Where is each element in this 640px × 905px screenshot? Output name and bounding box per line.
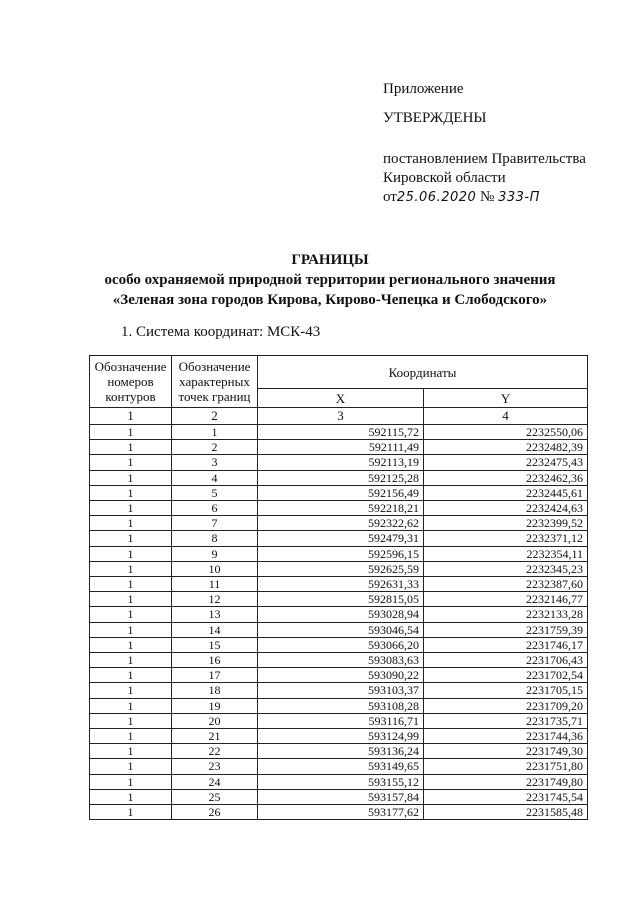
point-id-cell: 13 [172,607,258,622]
approval-block [383,80,586,207]
y-coordinate-cell: 2231744,36 [424,729,588,744]
contour-number-cell: 1 [90,622,172,637]
y-coordinate-cell: 2232345,23 [424,561,588,576]
date-prefix: от [383,189,397,205]
table-row [90,729,588,744]
y-coordinate-cell: 2231745,54 [424,789,588,804]
y-coordinate-cell: 2231706,43 [424,653,588,668]
x-coordinate-cell: 592815,05 [258,592,424,607]
y-coordinate-cell: 2231749,30 [424,744,588,759]
y-coordinate-cell: 2232387,60 [424,577,588,592]
contour-number-cell: 1 [90,759,172,774]
resolution-label: постановлением Правительства [383,151,586,167]
point-id-cell: 23 [172,759,258,774]
point-id-header: Обозначение характерных точек границ [172,356,258,408]
point-id-cell: 12 [172,592,258,607]
contour-number-cell: 1 [90,485,172,500]
contour-number-cell: 1 [90,713,172,728]
x-coordinate-cell: 593116,71 [258,713,424,728]
x-coordinate-cell: 593149,65 [258,759,424,774]
x-coordinate-cell: 593157,84 [258,789,424,804]
y-coordinate-cell: 2232550,06 [424,425,588,440]
contour-number-cell: 1 [90,561,172,576]
table-row [90,592,588,607]
y-coordinate-cell: 2232399,52 [424,516,588,531]
point-id-cell: 17 [172,668,258,683]
y-coordinate-cell: 2232475,43 [424,455,588,470]
point-id-cell: 9 [172,546,258,561]
contour-number-cell: 1 [90,531,172,546]
heading-line-2: особо охраняемой природной территории регионального значения [104,272,556,288]
x-coordinate-cell: 592625,59 [258,561,424,576]
table-row [90,653,588,668]
table-row [90,698,588,713]
point-id-cell: 14 [172,622,258,637]
y-coordinate-cell: 2231709,20 [424,698,588,713]
x-coordinate-cell: 593028,94 [258,607,424,622]
x-coordinate-cell: 592156,49 [258,485,424,500]
table-row [90,501,588,516]
point-id-cell: 1 [172,425,258,440]
point-id-cell: 3 [172,455,258,470]
table-row [90,485,588,500]
x-coordinate-cell: 593108,28 [258,698,424,713]
table-row [90,561,588,576]
y-coordinate-cell: 2232371,12 [424,531,588,546]
date-number-line [383,188,586,207]
x-coordinate-cell: 592631,33 [258,577,424,592]
y-coordinate-cell: 2232146,77 [424,592,588,607]
point-id-cell: 25 [172,789,258,804]
x-coordinate-cell: 592125,28 [258,470,424,485]
column-number: 2 [172,408,258,425]
document-heading [0,250,640,310]
column-number: 1 [90,408,172,425]
contour-number-cell: 1 [90,546,172,561]
table-row [90,713,588,728]
y-header: Y [424,389,588,408]
x-coordinate-cell: 592111,49 [258,440,424,455]
point-id-cell: 11 [172,577,258,592]
table-row [90,744,588,759]
table-row [90,789,588,804]
point-id-cell: 21 [172,729,258,744]
y-coordinate-cell: 2231705,15 [424,683,588,698]
appendix-label: Приложение [383,81,464,97]
contour-number-cell: 1 [90,501,172,516]
point-id-cell: 6 [172,501,258,516]
y-coordinate-cell: 2232354,11 [424,546,588,561]
x-coordinate-cell: 593046,54 [258,622,424,637]
contour-number-cell: 1 [90,607,172,622]
contour-number-cell: 1 [90,744,172,759]
handwritten-date: 25.06.2020 [396,190,477,205]
point-id-cell: 2 [172,440,258,455]
point-id-cell: 16 [172,653,258,668]
table-row [90,607,588,622]
x-coordinate-cell: 592322,62 [258,516,424,531]
x-coordinate-cell: 592596,15 [258,546,424,561]
x-coordinate-cell: 592218,21 [258,501,424,516]
column-number: 3 [258,408,424,425]
x-coordinate-cell: 593090,22 [258,668,424,683]
contour-number-cell: 1 [90,455,172,470]
contour-number-cell: 1 [90,470,172,485]
x-coordinate-cell: 592113,19 [258,455,424,470]
x-coordinate-cell: 593177,62 [258,805,424,820]
handwritten-number: 333-П [498,190,540,205]
point-id-cell: 10 [172,561,258,576]
contour-number-cell: 1 [90,516,172,531]
number-prefix: № [480,189,495,205]
table-row [90,577,588,592]
point-id-cell: 22 [172,744,258,759]
x-coordinate-cell: 592115,72 [258,425,424,440]
y-coordinate-cell: 2231746,17 [424,637,588,652]
contour-number-cell: 1 [90,774,172,789]
x-coordinate-cell: 593083,63 [258,653,424,668]
x-coordinate-cell: 593124,99 [258,729,424,744]
point-id-cell: 20 [172,713,258,728]
table-row [90,759,588,774]
contour-number-cell: 1 [90,729,172,744]
table-row [90,470,588,485]
contour-number-cell: 1 [90,425,172,440]
approved-label: УТВЕРЖДЕНЫ [383,110,487,126]
heading-line-3: «Зеленая зона городов Кирова, Кирово-Чепецка и Слободского» [112,292,548,308]
contour-number-cell: 1 [90,789,172,804]
x-coordinate-cell: 593155,12 [258,774,424,789]
column-number: 4 [424,408,588,425]
table-row [90,668,588,683]
point-id-cell: 24 [172,774,258,789]
y-coordinate-cell: 2232424,63 [424,501,588,516]
point-id-cell: 26 [172,805,258,820]
contour-number-cell: 1 [90,698,172,713]
coordinates-table [89,355,588,820]
contour-number-cell: 1 [90,637,172,652]
point-id-cell: 19 [172,698,258,713]
y-coordinate-cell: 2232133,28 [424,607,588,622]
contour-number-cell: 1 [90,653,172,668]
point-id-cell: 18 [172,683,258,698]
heading-title: ГРАНИЦЫ [291,252,369,268]
point-id-cell: 8 [172,531,258,546]
table-row [90,455,588,470]
y-coordinate-cell: 2231702,54 [424,668,588,683]
table-row [90,531,588,546]
contour-number-header: Обозначение номеров контуров [90,356,172,408]
table-row [90,546,588,561]
contour-number-cell: 1 [90,592,172,607]
y-coordinate-cell: 2231751,80 [424,759,588,774]
table-row [90,683,588,698]
coordinate-system-label: 1. Система координат: МСК-43 [121,324,321,340]
x-header: X [258,389,424,408]
y-coordinate-cell: 2231735,71 [424,713,588,728]
contour-number-cell: 1 [90,683,172,698]
table-row [90,622,588,637]
x-coordinate-cell: 593103,37 [258,683,424,698]
x-coordinate-cell: 593066,20 [258,637,424,652]
point-id-cell: 4 [172,470,258,485]
table-row [90,440,588,455]
contour-number-cell: 1 [90,668,172,683]
y-coordinate-cell: 2232445,61 [424,485,588,500]
y-coordinate-cell: 2232462,36 [424,470,588,485]
table-row [90,774,588,789]
y-coordinate-cell: 2232482,39 [424,440,588,455]
y-coordinate-cell: 2231749,80 [424,774,588,789]
table-body [90,425,588,820]
x-coordinate-cell: 592479,31 [258,531,424,546]
contour-number-cell: 1 [90,577,172,592]
point-id-cell: 5 [172,485,258,500]
point-id-cell: 7 [172,516,258,531]
table-row [90,637,588,652]
region-label: Кировской области [383,170,506,186]
x-coordinate-cell: 593136,24 [258,744,424,759]
table-row [90,516,588,531]
contour-number-cell: 1 [90,805,172,820]
coordinates-header: Координаты [258,356,588,389]
contour-number-cell: 1 [90,440,172,455]
table-row [90,805,588,820]
point-id-cell: 15 [172,637,258,652]
y-coordinate-cell: 2231585,48 [424,805,588,820]
y-coordinate-cell: 2231759,39 [424,622,588,637]
table-row [90,425,588,440]
